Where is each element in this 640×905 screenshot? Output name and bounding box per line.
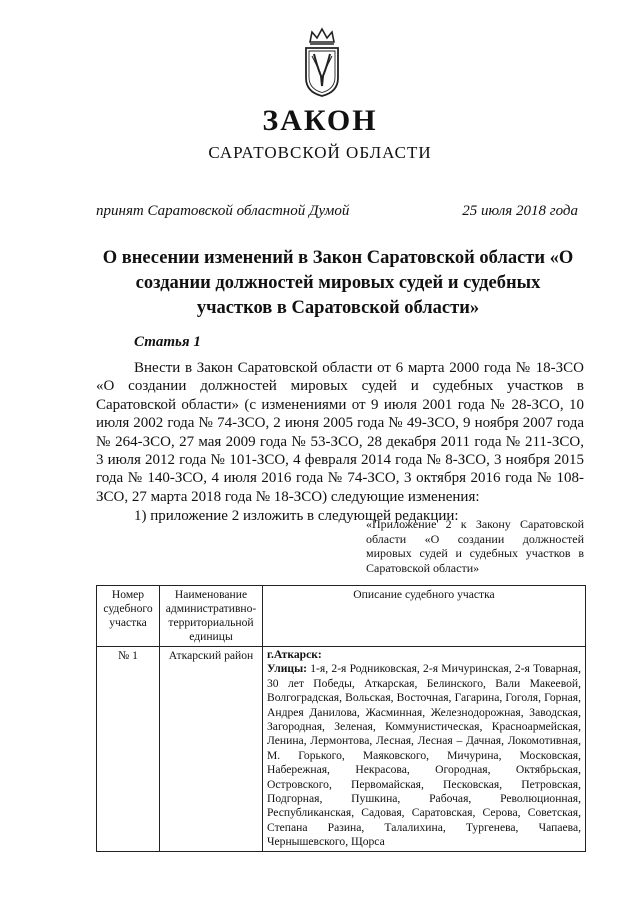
table-header-row bbox=[97, 586, 586, 647]
row-description bbox=[263, 647, 586, 852]
coat-of-arms-icon bbox=[300, 26, 344, 98]
document-title: ЗАКОН bbox=[262, 104, 378, 137]
adoption-date: 25 июля 2018 года bbox=[462, 203, 578, 219]
streets-label: Улицы: bbox=[267, 662, 307, 676]
header-number: Номер судебного участка bbox=[97, 586, 160, 647]
header-description: Описание судебного участка bbox=[263, 586, 586, 647]
row-location: г.Аткарск: bbox=[267, 648, 322, 661]
article-text: Внести в Закон Саратовской области от 6 марта 2000 года № 18-ЗСО «О создании должностей мировых судей и судебных участков в Саратовской области» (с изменениями от 9 июля 2001 года № 28-ЗСО, 10 июля 2002 года № 74-ЗСО, 2 июня 2005 года № 49-ЗСО, 9 ноября 2007 года № 264-ЗСО, 27 мая 2009 года № 53-ЗСО, 28 декабря 2011 года № 211-ЗСО, 3 июля 2012 года № 101-ЗСО, 4 февраля 2014 года № 8-ЗСО, 3 ноября 2015 года № 140-ЗСО, 4 июля 2016 года № 74-ЗСО, 3 октября 2016 года № 108-ЗСО, 27 марта 2018 года № 18-ЗСО) следующие изменения: bbox=[96, 360, 584, 505]
amendment-item: 1) приложение 2 изложить в следующей редакции: bbox=[134, 508, 459, 524]
court-district-table bbox=[96, 585, 586, 852]
appendix-note: «Приложение 2 к Закону Саратовской области «О создании должностей мировых судей и судебных участков в Саратовской области» bbox=[366, 517, 584, 575]
article-label: Статья 1 bbox=[134, 334, 201, 350]
streets-list: 1-я, 2-я Родниковская, 2-я Мичуринская, 2-я Товарная, 30 лет Победы, Аткарская, Белинского, Вали Макеевой, Волгоградская, Вольская, Восточная, Гагарина, Гоголя, Горная, Андрея Данилова, Жасминная, Железнодорожная, Заводская, Загородная, Зеленая, Коммунистическая, Красноармейская, Ленина, Лермонтова, Лесная, Лесная – Дачная, Локомотивная, М. Горького, Маяковского, Мичурина, Московская, Набережная, Некрасова, Огородная, Октябрьская, Островского, Первомайская, Песковская, Петровская, Подгорная, Пушкина, Рабочая, Революционная, Республиканская, Садовая, Саратовская, Серова, Советская, Степана Разина, Талалихина, Тургенева, Чапаева, Чернышевского, Щорса bbox=[267, 662, 581, 849]
law-heading: О внесении изменений в Закон Саратовской области «О создании должностей мировых судей и судебных участков в Саратовской области» bbox=[102, 248, 574, 318]
row-number: № 1 bbox=[97, 647, 160, 852]
row-unit: Аткарский район bbox=[160, 647, 263, 852]
header-unit: Наименование административно-территориальной единицы bbox=[160, 586, 263, 647]
adoption-statement: принят Саратовской областной Думой bbox=[96, 203, 350, 219]
document-subtitle: САРАТОВСКОЙ ОБЛАСТИ bbox=[208, 143, 432, 162]
table-row bbox=[97, 647, 586, 852]
